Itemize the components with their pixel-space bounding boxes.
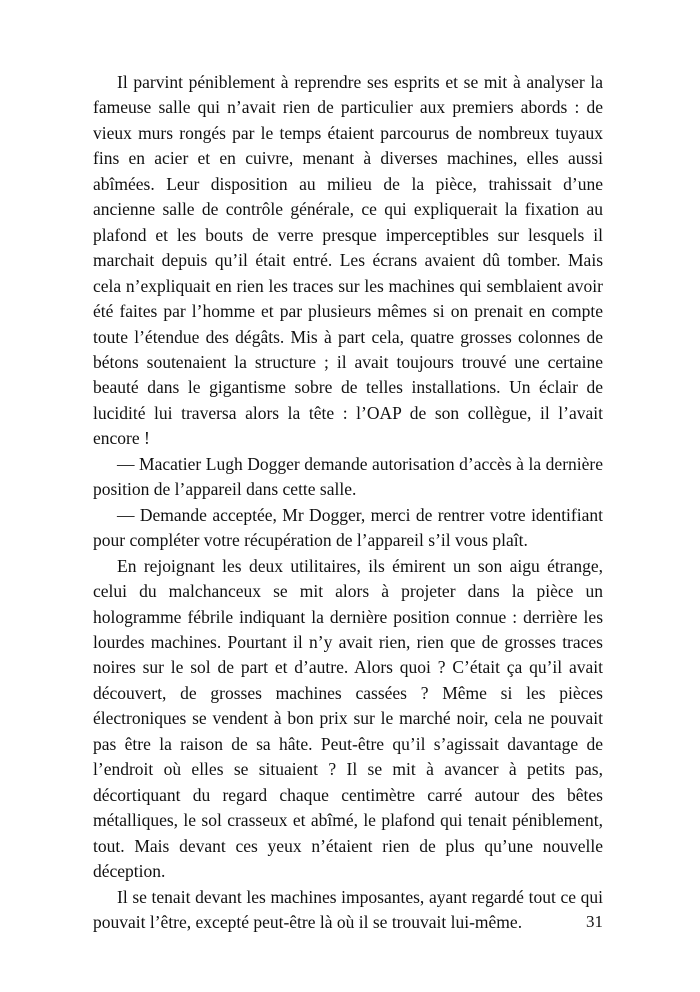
paragraph-dialogue-request: — Macatier Lugh Dogger demande autorisation d’accès à la dernière position de l’appareil dans cette salle.: [93, 453, 603, 500]
page-number: 31: [586, 912, 603, 931]
paragraph-final: Il se tenait devant les machines imposantes, ayant regardé tout ce qui pouvait l’être, excepté peut-être là où il se trouvait lui-même.: [93, 886, 603, 932]
body-text: [93, 70, 603, 935]
paragraph-analysis: Il parvint péniblement à reprendre ses esprits et se mit à analyser la fameuse salle qui n’avait rien de particulier aux premiers abords : de vieux murs rongés par le temps étaient parcourus de nombreux tuyaux fins en acier et en cuivre, menant à diverses machines, elles aussi abîmées. Leur disposition au milieu de la pièce, trahissait d’une ancienne salle de contrôle générale, ce qui expliquerait la fixation au plafond et les bouts de verre presque imperceptibles sur lesquels il marchait depuis qu’il était entré. Les écrans avaient dû tomber. Mais cela n’expliquait en rien les traces sur les machines qui semblaient avoir été faites par l’homme et par plusieurs mêmes si on prenait en compte toute l’étendue des dégâts. Mis à part cela, quatre grosses colonnes de bétons soutenaient la structure ; il avait toujours trouvé une certaine beauté dans le gigantisme sobre de telles installations. Un éclair de lucidité lui traversa alors la tête : l’OAP de son collègue, il l’avait encore !: [93, 72, 603, 449]
paragraph-hologram: En rejoignant les deux utilitaires, ils émirent un son aigu étrange, celui du malchanceux se mit alors à projeter dans la pièce un hologramme fébrile indiquant la dernière position connue : derrière les lourdes machines. Pourtant il n’y avait rien, rien que de grosses traces noires sur le sol de part et d’autre. Alors quoi ? C’était ça qu’il avait découvert, de grosses machines cassées ? Même si les pièces électroniques se vendent à bon prix sur le marché noir, cela ne pouvait pas être la raison de sa hâte. Peut-être qu’il s’agissait davantage de l’endroit où elles se situaient ? Il se mit à avancer à petits pas, décortiquant du regard chaque centimètre carré autour des bêtes métalliques, le sol crasseux et abîmé, le plafond qui tenait péniblement, tout. Mais devant ces yeux n’étaient rien de plus qu’une nouvelle déception.: [93, 555, 603, 882]
paragraph-dialogue-response: — Demande acceptée, Mr Dogger, merci de rentrer votre identifiant pour compléter votre récupération de l’appareil s’il vous plaît.: [93, 504, 603, 551]
